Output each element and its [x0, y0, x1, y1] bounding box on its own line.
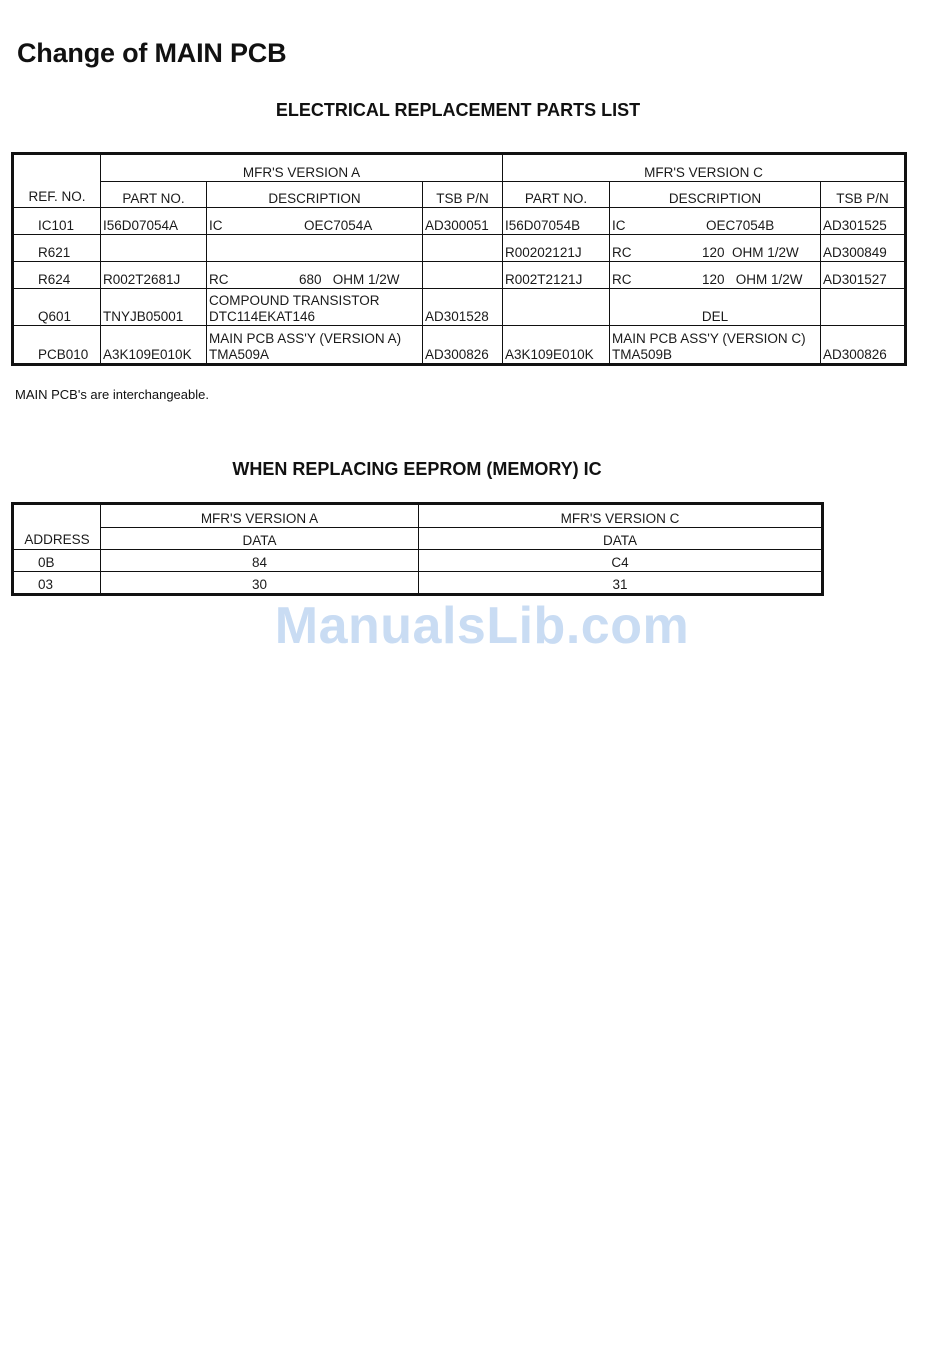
- ref-no: IC101: [13, 208, 101, 235]
- tsb-pn: AD300826: [821, 326, 906, 365]
- table-row: [13, 326, 906, 365]
- version-c-header: MFR'S VERSION C: [503, 154, 906, 182]
- address-cell: 0B: [13, 550, 101, 572]
- description: DEL: [610, 289, 821, 326]
- ref-no: R624: [13, 262, 101, 289]
- col-header-ref: REF. NO.: [13, 154, 101, 208]
- description-line: MAIN PCB ASS'Y (VERSION A): [209, 331, 402, 346]
- description-line: TMA509A: [209, 347, 270, 362]
- col-header-a-tsb: TSB P/N: [423, 182, 503, 208]
- part-no: R002T2681J: [101, 262, 207, 289]
- part-no: R002T2121J: [503, 262, 610, 289]
- eeprom-table: [11, 502, 824, 596]
- parts-list-table: [11, 152, 907, 366]
- description-line: DTC114EKAT146: [209, 309, 316, 324]
- description: [207, 326, 423, 365]
- ref-no: Q601: [13, 289, 101, 326]
- part-no: I56D07054B: [503, 208, 610, 235]
- part-no: A3K109E010K: [503, 326, 610, 365]
- tsb-pn: [821, 289, 906, 326]
- page-title: Change of MAIN PCB: [17, 38, 287, 68]
- header-row-versions: [13, 154, 906, 182]
- tsb-pn: [423, 262, 503, 289]
- table-row: [13, 289, 906, 326]
- table-row: [13, 262, 906, 289]
- col-header-c-desc: DESCRIPTION: [610, 182, 821, 208]
- version-c-header: MFR'S VERSION C: [419, 504, 823, 528]
- description-value: 120 OHM 1/2W: [702, 272, 803, 287]
- eeprom-title: WHEN REPLACING EEPROM (MEMORY) IC: [232, 459, 602, 479]
- header-row-data: [13, 528, 823, 550]
- part-no: [101, 235, 207, 262]
- description-type: IC: [209, 218, 223, 233]
- description-value: OEC7054B: [706, 218, 775, 233]
- description-value: 120 OHM 1/2W: [702, 245, 799, 260]
- description-line: TMA509B: [612, 347, 673, 362]
- part-no: A3K109E010K: [101, 326, 207, 365]
- part-no: TNYJB05001: [101, 289, 207, 326]
- part-no: I56D07054A: [101, 208, 207, 235]
- table-row: [13, 208, 906, 235]
- col-header-c-part: PART NO.: [503, 182, 610, 208]
- description: [207, 235, 423, 262]
- ref-no: PCB010: [13, 326, 101, 365]
- description: [610, 326, 821, 365]
- description-type: RC: [612, 272, 632, 287]
- data-a-cell: 84: [101, 550, 419, 572]
- version-a-header: MFR'S VERSION A: [101, 504, 419, 528]
- header-row-columns: [13, 182, 906, 208]
- col-header-c-tsb: TSB P/N: [821, 182, 906, 208]
- tsb-pn: AD301528: [423, 289, 503, 326]
- data-c-cell: C4: [419, 550, 823, 572]
- description: [610, 208, 821, 235]
- tsb-pn: AD300849: [821, 235, 906, 262]
- tsb-pn: [423, 235, 503, 262]
- description: [610, 235, 821, 262]
- description-type: RC: [612, 245, 632, 260]
- tsb-pn: AD300051: [423, 208, 503, 235]
- part-no: [503, 289, 610, 326]
- description-type: IC: [612, 218, 626, 233]
- header-row-versions: [13, 504, 823, 528]
- tsb-pn: AD301527: [821, 262, 906, 289]
- data-a-cell: 30: [101, 572, 419, 595]
- description: [610, 262, 821, 289]
- description-value: 680 OHM 1/2W: [299, 272, 400, 287]
- description-type: RC: [209, 272, 229, 287]
- description-value: OEC7054A: [304, 218, 373, 233]
- watermark: ManualsLib.com: [274, 597, 690, 655]
- tsb-pn: AD301525: [821, 208, 906, 235]
- col-header-address: ADDRESS: [13, 504, 101, 550]
- col-header-a-desc: DESCRIPTION: [207, 182, 423, 208]
- description-line: COMPOUND TRANSISTOR: [209, 293, 380, 308]
- parts-list-title: ELECTRICAL REPLACEMENT PARTS LIST: [275, 100, 641, 120]
- ref-no: R621: [13, 235, 101, 262]
- data-c-cell: 31: [419, 572, 823, 595]
- col-header-data-c: DATA: [419, 528, 823, 550]
- tsb-pn: AD300826: [423, 326, 503, 365]
- table-row: [13, 550, 823, 572]
- version-a-header: MFR'S VERSION A: [101, 154, 503, 182]
- table-row: [13, 235, 906, 262]
- description-line: MAIN PCB ASS'Y (VERSION C): [612, 331, 806, 346]
- part-no: R00202121J: [503, 235, 610, 262]
- description: [207, 208, 423, 235]
- description: [207, 289, 423, 326]
- col-header-a-part: PART NO.: [101, 182, 207, 208]
- table-row: [13, 572, 823, 595]
- col-header-data-a: DATA: [101, 528, 419, 550]
- description: [207, 262, 423, 289]
- interchangeable-note: MAIN PCB's are interchangeable.: [15, 387, 209, 402]
- address-cell: 03: [13, 572, 101, 595]
